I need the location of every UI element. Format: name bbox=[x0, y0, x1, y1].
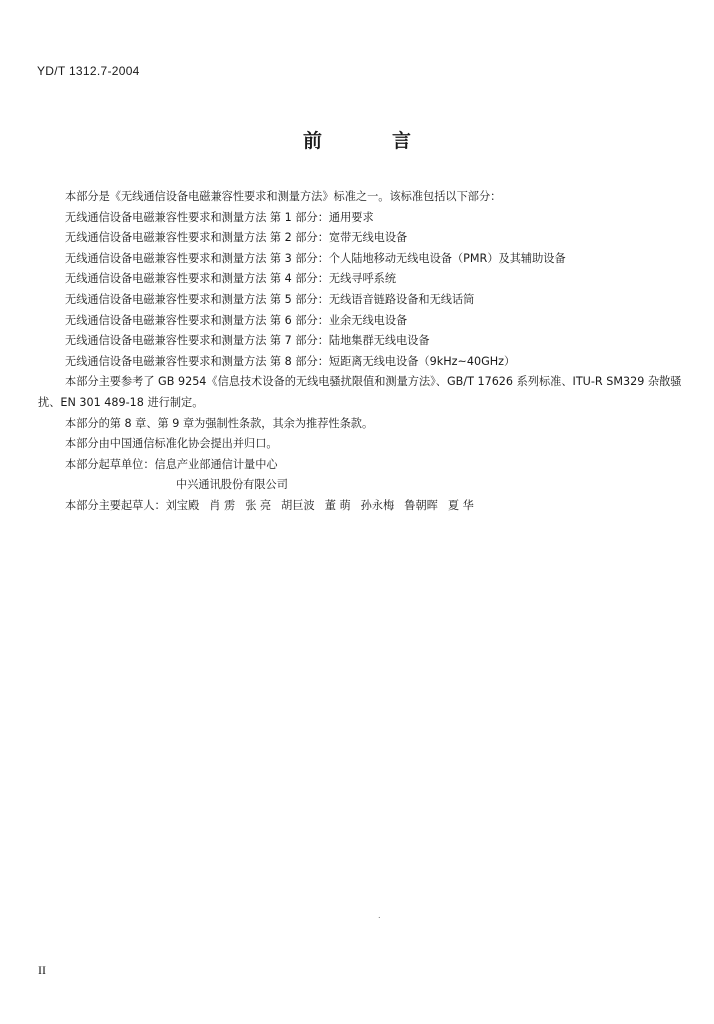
drafter-name: 鲁朝晖 bbox=[404, 498, 438, 512]
part-7-item: 无线通信设备电磁兼容性要求和测量方法 第 7 部分：陆地集群无线电设备 bbox=[65, 334, 430, 348]
part-4-item: 无线通信设备电磁兼容性要求和测量方法 第 4 部分：无线寻呼系统 bbox=[65, 272, 397, 286]
part-2-item: 无线通信设备电磁兼容性要求和测量方法 第 2 部分：宽带无线电设备 bbox=[65, 231, 408, 245]
drafter-name: 夏 华 bbox=[447, 498, 474, 512]
drafting-units-line: 本部分起草单位：信息产业部通信计量中心 bbox=[65, 457, 278, 471]
part-3-item: 无线通信设备电磁兼容性要求和测量方法 第 3 部分：个人陆地移动无线电设备（PMR）及其辅助设备 bbox=[65, 251, 566, 265]
standard-code: YD/T 1312.7-2004 bbox=[37, 64, 140, 78]
drafters-line bbox=[38, 496, 690, 517]
drafter-name: 肖 雳 bbox=[209, 498, 236, 512]
drafters-label: 本部分主要起草人： bbox=[65, 498, 166, 512]
scan-speck: . bbox=[378, 911, 381, 920]
part-6-item: 无线通信设备电磁兼容性要求和测量方法 第 6 部分：业余无线电设备 bbox=[65, 313, 408, 327]
title-char-1: 前 bbox=[302, 130, 322, 152]
drafting-unit-2-line: 中兴通讯股份有限公司 bbox=[176, 478, 288, 492]
title-char-2: 言 bbox=[392, 130, 412, 152]
drafter-name: 孙永梅 bbox=[360, 498, 395, 512]
part-1-item: 无线通信设备电磁兼容性要求和测量方法 第 1 部分：通用要求 bbox=[65, 210, 374, 224]
reference-paragraph: 本部分主要参考了 GB 9254《信息技术设备的无线电骚扰限值和测量方法》、GB/T 17626 系列标准、ITU-R SM329 杂散骚扰、EN 301 489-18 进行制定。 bbox=[38, 375, 682, 409]
mandatory-paragraph: 本部分的第 8 章、第 9 章为强制性条款，其余为推荐性条款。 bbox=[65, 416, 374, 430]
part-5-item: 无线通信设备电磁兼容性要求和测量方法 第 5 部分：无线语音链路设备和无线话筒 bbox=[65, 292, 475, 306]
drafter-name: 胡巨波 bbox=[281, 498, 315, 512]
page-number: II bbox=[38, 963, 46, 977]
page-title bbox=[0, 126, 714, 153]
proposer-paragraph: 本部分由中国通信标准化协会提出并归口。 bbox=[65, 437, 278, 451]
foreword-body bbox=[38, 187, 690, 517]
part-8-item: 无线通信设备电磁兼容性要求和测量方法 第 8 部分：短距离无线电设备（9kHz~40GHz） bbox=[65, 354, 516, 368]
drafter-name: 刘宝殿 bbox=[165, 498, 200, 512]
drafter-name: 董 萌 bbox=[324, 498, 351, 512]
drafter-name: 张 亮 bbox=[245, 498, 272, 512]
intro-paragraph: 本部分是《无线通信设备电磁兼容性要求和测量方法》标准之一。该标准包括以下部分： bbox=[65, 190, 502, 203]
